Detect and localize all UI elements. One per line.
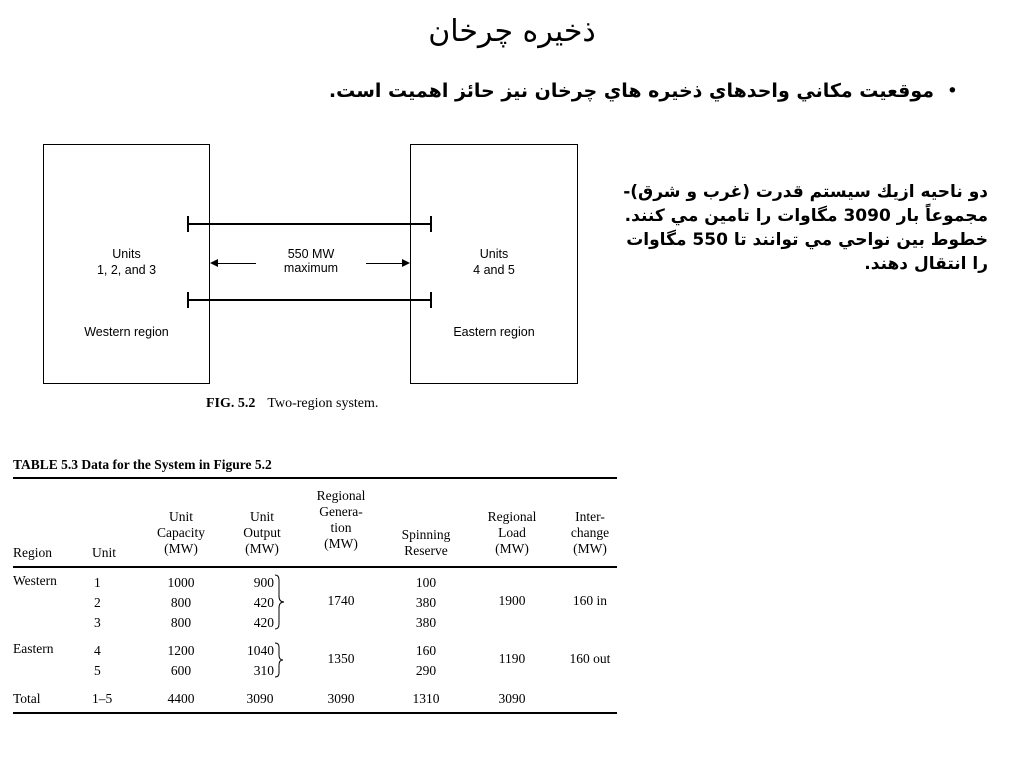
eastern-region-box	[410, 144, 578, 384]
eastern-capacity	[151, 641, 211, 681]
eastern-load: 1190	[498, 651, 526, 666]
total-capacity: 4400	[167, 691, 195, 706]
eastern-spinning-4: 160	[415, 643, 437, 658]
header-interchange-l2: change	[570, 525, 610, 540]
figure-caption-text: Two-region system.	[267, 396, 379, 411]
header-load-l2: Load	[498, 525, 526, 540]
total-unit: 1–5	[92, 691, 113, 706]
total-generation: 3090	[327, 691, 355, 706]
header-capacity-l1: Unit	[168, 509, 193, 524]
tie-line-top-left-tick	[187, 216, 189, 232]
eastern-output	[236, 641, 274, 681]
eastern-units-line2: 4 and 5	[473, 263, 515, 277]
eastern-interchange: 160 out	[569, 651, 611, 666]
header-load-l3: (MW)	[495, 541, 529, 556]
eastern-region-label: Eastern region	[453, 325, 535, 339]
header-load	[474, 509, 550, 557]
total-load: 3090	[498, 691, 526, 706]
table-bottom-rule	[13, 712, 617, 714]
header-spinning-l1: Spinning	[401, 527, 451, 542]
header-generation	[304, 488, 378, 552]
header-generation-l4: (MW)	[324, 536, 358, 551]
western-output-2: 420	[253, 595, 274, 610]
western-load: 1900	[498, 593, 526, 608]
side-note: دو ناحيه ازيك سيستم قدرت (غرب و شرق)- مجموعاً بار 3090 مگاوات را تامين مي كنند. خطوط بين نواحي مي توانند تا 550 مگاوات را انتقال دهند.	[623, 182, 988, 274]
western-spinning-2: 380	[415, 595, 437, 610]
header-load-l1: Regional	[487, 509, 537, 524]
header-spinning	[386, 527, 466, 559]
tie-capacity-qualifier: maximum	[283, 261, 339, 275]
table-top-rule	[13, 477, 617, 479]
western-capacity-3: 800	[170, 615, 192, 630]
western-output	[240, 573, 274, 633]
western-units-label	[44, 246, 209, 278]
western-spinning-1: 100	[415, 575, 437, 590]
header-output-l3: (MW)	[245, 541, 279, 556]
western-spinning	[396, 573, 456, 633]
western-unit-2: 2	[94, 595, 101, 610]
western-output-3: 420	[253, 615, 274, 630]
eastern-output-4: 1040	[247, 643, 274, 658]
header-capacity	[146, 509, 216, 557]
header-region: Region	[13, 545, 52, 560]
western-region-name: Western	[13, 573, 57, 588]
total-output: 3090	[246, 691, 274, 706]
western-units-line1: Units	[112, 247, 141, 261]
eastern-spinning	[396, 641, 456, 681]
total-region-name: Total	[13, 691, 41, 706]
header-generation-l1: Regional	[316, 488, 366, 503]
western-unit-1: 1	[94, 575, 101, 590]
header-generation-l3: tion	[330, 520, 352, 535]
western-unit-3: 3	[94, 615, 101, 630]
tie-capacity-value: 550 MW	[287, 247, 335, 261]
tie-capacity-label	[256, 247, 366, 275]
western-units	[94, 573, 101, 633]
western-output-1: 900	[253, 575, 274, 590]
header-generation-l2: Genera-	[319, 504, 363, 519]
arrow-right-icon	[402, 259, 410, 267]
eastern-generation: 1350	[327, 651, 355, 666]
eastern-spinning-5: 290	[415, 663, 437, 678]
western-generation: 1740	[327, 593, 355, 608]
header-capacity-l3: (MW)	[164, 541, 198, 556]
eastern-units-line1: Units	[479, 247, 509, 261]
bullet-marker: •	[946, 80, 958, 102]
arrow-left-icon	[210, 259, 218, 267]
eastern-region-name: Eastern	[13, 641, 54, 656]
western-spinning-3: 380	[415, 615, 437, 630]
header-output-l1: Unit	[249, 509, 274, 524]
western-brace-icon	[274, 574, 286, 630]
western-region-box	[43, 144, 210, 384]
western-interchange: 160 in	[572, 593, 608, 608]
eastern-unit-5: 5	[94, 663, 101, 678]
western-capacity	[151, 573, 211, 633]
tie-line-bottom	[188, 299, 432, 301]
eastern-units	[94, 641, 101, 681]
tie-line-top	[188, 223, 432, 225]
header-interchange-l1: Inter-	[575, 509, 605, 524]
header-interchange	[560, 509, 620, 557]
eastern-capacity-5: 600	[170, 663, 192, 678]
tie-line-bottom-left-tick	[187, 292, 189, 308]
header-capacity-l2: Capacity	[157, 525, 205, 540]
eastern-output-5: 310	[253, 663, 274, 678]
header-interchange-l3: (MW)	[573, 541, 607, 556]
slide-title: ذخيره چرخان	[428, 14, 596, 49]
eastern-capacity-4: 1200	[167, 643, 195, 658]
eastern-units-label	[411, 246, 577, 278]
total-spinning: 1310	[412, 691, 440, 706]
table-header-rule	[13, 566, 617, 568]
header-output	[228, 509, 296, 557]
header-unit: Unit	[92, 545, 117, 560]
table-title: TABLE 5.3 Data for the System in Figure 5.2	[13, 457, 272, 472]
western-capacity-1: 1000	[167, 575, 195, 590]
header-spinning-l2: Reserve	[404, 543, 448, 558]
eastern-unit-4: 4	[94, 643, 101, 658]
western-region-label: Western region	[84, 325, 169, 339]
tie-line-bottom-right-tick	[430, 292, 432, 308]
tie-line-top-right-tick	[430, 216, 432, 232]
western-capacity-2: 800	[170, 595, 192, 610]
western-units-line2: 1, 2, and 3	[96, 263, 157, 277]
figure-caption	[206, 396, 378, 412]
header-output-l2: Output	[243, 525, 281, 540]
bullet-text: موقعيت مكاني واحدهاي ذخيره هاي چرخان نيز حائز اهميت است.	[328, 80, 934, 102]
eastern-brace-icon	[274, 642, 286, 678]
figure-number: FIG. 5.2	[206, 396, 256, 411]
